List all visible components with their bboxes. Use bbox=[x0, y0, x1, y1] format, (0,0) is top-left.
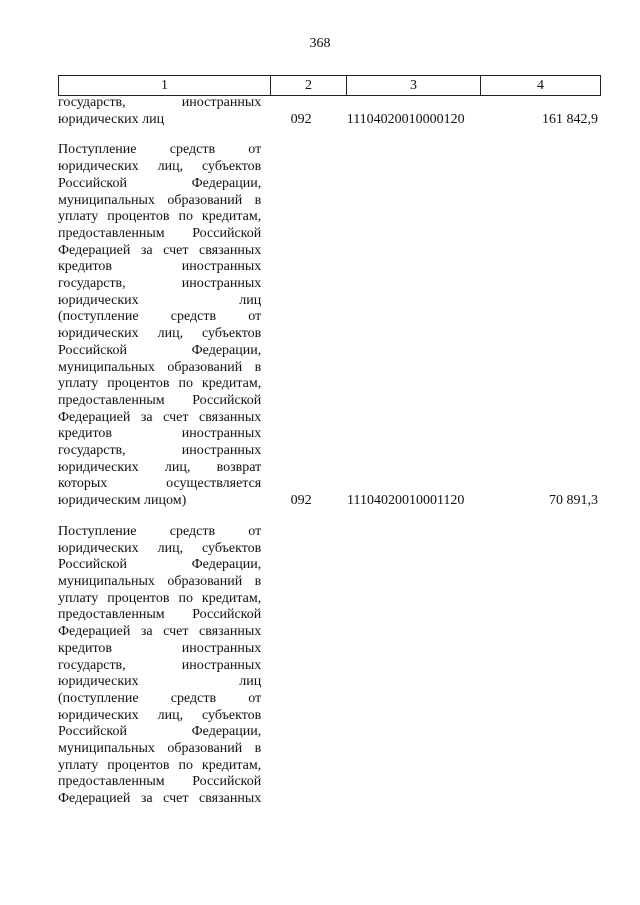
description-line: юридических лиц, субъектов bbox=[58, 707, 262, 723]
description-line: предоставленным Российской bbox=[58, 774, 262, 790]
table-row bbox=[58, 95, 600, 128]
description-line: которых осуществляется bbox=[58, 476, 262, 492]
column-header-3: 3 bbox=[347, 76, 481, 96]
table-row bbox=[58, 524, 600, 808]
amount-value: 70 891,3 bbox=[549, 493, 598, 509]
description-line: Российской Федерации, bbox=[58, 724, 262, 740]
description-line: юридических лиц, субъектов bbox=[58, 159, 262, 175]
description-line: кредитов иностранных bbox=[58, 259, 262, 275]
description-line: муниципальных образований в bbox=[58, 573, 262, 589]
description-line: муниципальных образований в bbox=[58, 192, 262, 208]
column-header-table bbox=[58, 75, 601, 96]
description-line: (поступление средств от bbox=[58, 309, 262, 325]
row-description bbox=[58, 95, 261, 128]
description-line: кредитов иностранных bbox=[58, 640, 262, 656]
description-line: предоставленным Российской bbox=[58, 607, 262, 623]
column-header-4: 4 bbox=[481, 76, 601, 96]
description-line: Федерацией за счет связанных bbox=[58, 624, 262, 640]
classification-code: 11104020010001120 bbox=[346, 493, 465, 509]
description-line: предоставленным Российской bbox=[58, 392, 262, 408]
page-number: 368 bbox=[309, 36, 331, 51]
description-line: юридических лиц, возврат bbox=[58, 459, 262, 475]
table-body bbox=[58, 95, 600, 822]
administrator-code: 092 bbox=[290, 493, 312, 509]
description-line: Российской Федерации, bbox=[58, 342, 262, 358]
description-line: кредитов иностранных bbox=[58, 426, 262, 442]
description-line: государств, иностранных bbox=[58, 443, 262, 459]
amount-value: 161 842,9 bbox=[542, 111, 598, 127]
row-description bbox=[58, 142, 261, 509]
description-line: муниципальных образований в bbox=[58, 359, 262, 375]
description-line: Поступление средств от bbox=[58, 523, 262, 539]
description-line: юридических лиц bbox=[58, 111, 165, 127]
description-line: Федерацией за счет связанных bbox=[58, 409, 262, 425]
description-line: юридических лиц bbox=[58, 292, 262, 308]
description-line: (поступление средств от bbox=[58, 690, 262, 706]
classification-code: 11104020010000120 bbox=[346, 111, 465, 127]
row-description bbox=[58, 524, 261, 808]
description-line: Поступление средств от bbox=[58, 142, 262, 158]
description-line: уплату процентов по кредитам, bbox=[58, 590, 262, 606]
description-line: уплату процентов по кредитам, bbox=[58, 209, 262, 225]
description-line: юридических лиц, субъектов bbox=[58, 540, 262, 556]
description-line: муниципальных образований в bbox=[58, 741, 262, 757]
description-line: юридических лиц, субъектов bbox=[58, 326, 262, 342]
description-line: государств, иностранных bbox=[58, 657, 262, 673]
administrator-code: 092 bbox=[290, 111, 312, 127]
table-row bbox=[58, 142, 600, 509]
description-line: государств, иностранных bbox=[58, 95, 262, 110]
column-header-2: 2 bbox=[271, 76, 347, 96]
description-line: юридическим лицом) bbox=[58, 493, 187, 509]
column-header-1: 1 bbox=[59, 76, 271, 96]
description-line: Федерацией за счет связанных bbox=[58, 791, 262, 807]
column-header-row bbox=[59, 76, 601, 96]
description-line: Российской Федерации, bbox=[58, 557, 262, 573]
description-line: Российской Федерации, bbox=[58, 175, 262, 191]
description-line: уплату процентов по кредитам, bbox=[58, 376, 262, 392]
description-line: предоставленным Российской bbox=[58, 225, 262, 241]
description-line: юридических лиц bbox=[58, 674, 262, 690]
description-line: государств, иностранных bbox=[58, 276, 262, 292]
description-line: уплату процентов по кредитам, bbox=[58, 757, 262, 773]
description-line: Федерацией за счет связанных bbox=[58, 242, 262, 258]
